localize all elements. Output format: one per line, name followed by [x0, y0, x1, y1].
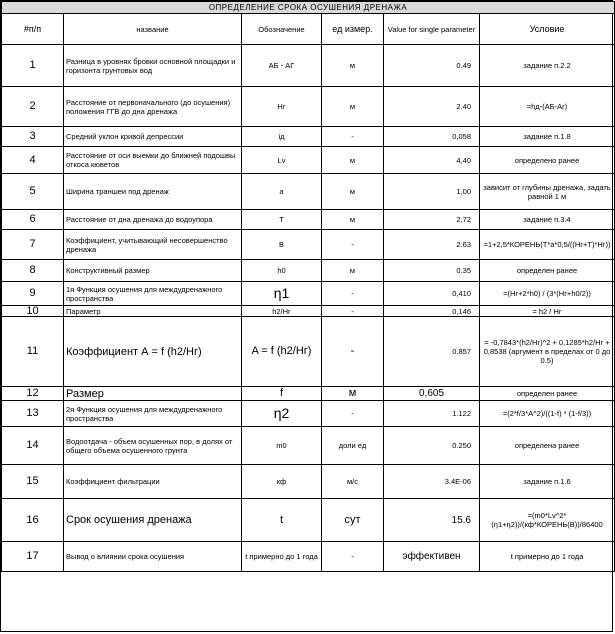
row-value: 0.250 — [384, 427, 480, 465]
row-value: 2,72 — [384, 210, 480, 230]
row-condition: =(2*f/3*A^2)/((1-f) * (1-f/3)) — [480, 401, 615, 427]
row-symbol: f — [242, 387, 322, 401]
table-row — [2, 401, 615, 427]
header-row — [2, 14, 615, 45]
row-symbol: η2 — [242, 401, 322, 427]
row-value: 1,00 — [384, 174, 480, 210]
row-symbol: A = f (h2/Hг) — [242, 317, 322, 387]
row-unit: - — [322, 127, 384, 147]
row-unit: м — [322, 45, 384, 87]
row-unit: м — [322, 260, 384, 282]
row-condition: =(Hг+2*h0) / (3*(Hг+h0/2)) — [480, 282, 615, 306]
row-unit: - — [322, 542, 384, 572]
row-number: 6 — [2, 210, 64, 230]
row-symbol: B — [242, 230, 322, 260]
row-unit: сут — [322, 499, 384, 542]
row-unit: - — [322, 317, 384, 387]
row-symbol: Hг — [242, 87, 322, 127]
row-name: Размер — [64, 387, 242, 401]
row-value: 0,146 — [384, 306, 480, 317]
row-condition: задание п.3.4 — [480, 210, 615, 230]
row-number: 12 — [2, 387, 64, 401]
row-condition: =hд-(АБ-Аг) — [480, 87, 615, 127]
row-value: 15.6 — [384, 499, 480, 542]
row-condition: определен ранее — [480, 260, 615, 282]
drainage-table — [1, 1, 615, 572]
table-title: ОПРЕДЕЛЕНИЕ СРОКА ОСУШЕНИЯ ДРЕНАЖА — [2, 2, 615, 14]
table-row — [2, 542, 615, 572]
table-row — [2, 127, 615, 147]
row-value: 2.40 — [384, 87, 480, 127]
row-unit: - — [322, 401, 384, 427]
row-name: Расстояние от дна дренажа до водоупора — [64, 210, 242, 230]
row-symbol: t примерно до 1 года — [242, 542, 322, 572]
row-symbol: T — [242, 210, 322, 230]
row-condition: задание п.2.2 — [480, 45, 615, 87]
row-symbol: АБ - АГ — [242, 45, 322, 87]
table-row — [2, 45, 615, 87]
row-number: 15 — [2, 465, 64, 499]
row-unit: м — [322, 174, 384, 210]
row-unit: - — [322, 306, 384, 317]
row-symbol: кф — [242, 465, 322, 499]
row-value: 1.122 — [384, 401, 480, 427]
row-condition: зависит от глубины дренажа, задать равной 1 м — [480, 174, 615, 210]
row-value: 0,605 — [384, 387, 480, 401]
row-name: Срок осушения дренажа — [64, 499, 242, 542]
header-symbol: Обозначение — [242, 14, 322, 45]
table-row — [2, 427, 615, 465]
row-number: 7 — [2, 230, 64, 260]
row-condition: = -0,7843*(h2/Hг)^2 + 0,1285*h2/Hг + 0,8538 (аргумент в пределах от 0 до 0.5) — [480, 317, 615, 387]
row-symbol: h0 — [242, 260, 322, 282]
row-number: 14 — [2, 427, 64, 465]
row-symbol: h2/Hг — [242, 306, 322, 317]
row-value: 0.49 — [384, 45, 480, 87]
row-unit: м — [322, 87, 384, 127]
table-row — [2, 174, 615, 210]
row-name: Конструктивный размер — [64, 260, 242, 282]
table-row — [2, 210, 615, 230]
row-name: Параметр — [64, 306, 242, 317]
row-number: 16 — [2, 499, 64, 542]
header-value: Value for single parameter — [384, 14, 480, 45]
row-value: 0.857 — [384, 317, 480, 387]
row-value: 4,40 — [384, 147, 480, 174]
row-name: Средний уклон кривой депрессии — [64, 127, 242, 147]
header-name: название — [64, 14, 242, 45]
row-symbol: m0 — [242, 427, 322, 465]
table-row — [2, 87, 615, 127]
row-condition: =(m0*Lv^2*(η1+η2))/(кф*КОРЕНЬ(B))/86400 — [480, 499, 615, 542]
row-number: 1 — [2, 45, 64, 87]
row-number: 4 — [2, 147, 64, 174]
header-condition: Условие — [480, 14, 615, 45]
row-value: 2.63 — [384, 230, 480, 260]
row-condition: задание п.1.8 — [480, 127, 615, 147]
row-condition: = h2 / Hг — [480, 306, 615, 317]
table-body — [2, 45, 615, 572]
row-unit: м — [322, 147, 384, 174]
row-name: Коэффициент фильтрации — [64, 465, 242, 499]
row-value: 0,410 — [384, 282, 480, 306]
table-row — [2, 260, 615, 282]
row-unit: - — [322, 230, 384, 260]
row-symbol: Lv — [242, 147, 322, 174]
row-value: 0.35 — [384, 260, 480, 282]
row-number: 10 — [2, 306, 64, 317]
row-symbol: η1 — [242, 282, 322, 306]
table-row — [2, 499, 615, 542]
row-number: 17 — [2, 542, 64, 572]
row-unit: м — [322, 387, 384, 401]
row-name: 2я Функция осушения для междудренажного пространства — [64, 401, 242, 427]
row-name: Коэффициент А = f (h2/Hг) — [64, 317, 242, 387]
row-condition: определена ранее — [480, 427, 615, 465]
row-condition: задание п.1.6 — [480, 465, 615, 499]
row-symbol: iд — [242, 127, 322, 147]
row-name: 1я Функция осушения для междудренажного пространства — [64, 282, 242, 306]
row-number: 9 — [2, 282, 64, 306]
row-number: 5 — [2, 174, 64, 210]
row-number: 13 — [2, 401, 64, 427]
table-row — [2, 282, 615, 306]
row-number: 3 — [2, 127, 64, 147]
row-condition: определено ранее — [480, 147, 615, 174]
row-unit: - — [322, 282, 384, 306]
row-symbol: t — [242, 499, 322, 542]
header-num: #п/п — [2, 14, 64, 45]
row-name: Расстояние от первоначального (до осушения) положения ГГВ до дна дренажа — [64, 87, 242, 127]
row-name: Ширина траншеи под дренаж — [64, 174, 242, 210]
row-name: Коэффициент, учитывающий несовершенство дренажа — [64, 230, 242, 260]
row-symbol: a — [242, 174, 322, 210]
row-condition: t примерно до 1 года — [480, 542, 615, 572]
row-unit: м/с — [322, 465, 384, 499]
row-value: 0,058 — [384, 127, 480, 147]
table-row — [2, 230, 615, 260]
row-value: эффективен — [384, 542, 480, 572]
table-row — [2, 147, 615, 174]
row-name: Водоотдача - объем осушенных пор, в долях от общего объема осушенного грунта — [64, 427, 242, 465]
row-number: 11 — [2, 317, 64, 387]
row-number: 2 — [2, 87, 64, 127]
row-value: 3.4Е-06 — [384, 465, 480, 499]
row-condition: =1+2,5*КОРЕНЬ(T*a*0,5/((Hг+T)*Hг)) — [480, 230, 615, 260]
table-row — [2, 465, 615, 499]
row-condition: определен ранее — [480, 387, 615, 401]
table-row — [2, 387, 615, 401]
header-unit: ед измер. — [322, 14, 384, 45]
row-name: Разница в уровнях бровки основной площадки и горизонта грунтовых вод — [64, 45, 242, 87]
row-name: Расстояние от оси выемки до ближней подошвы откоса кюветов — [64, 147, 242, 174]
table-row — [2, 317, 615, 387]
row-unit: доли ед — [322, 427, 384, 465]
row-unit: м — [322, 210, 384, 230]
row-name: Вывод о влиянии срока осушения — [64, 542, 242, 572]
row-number: 8 — [2, 260, 64, 282]
table-row — [2, 306, 615, 317]
